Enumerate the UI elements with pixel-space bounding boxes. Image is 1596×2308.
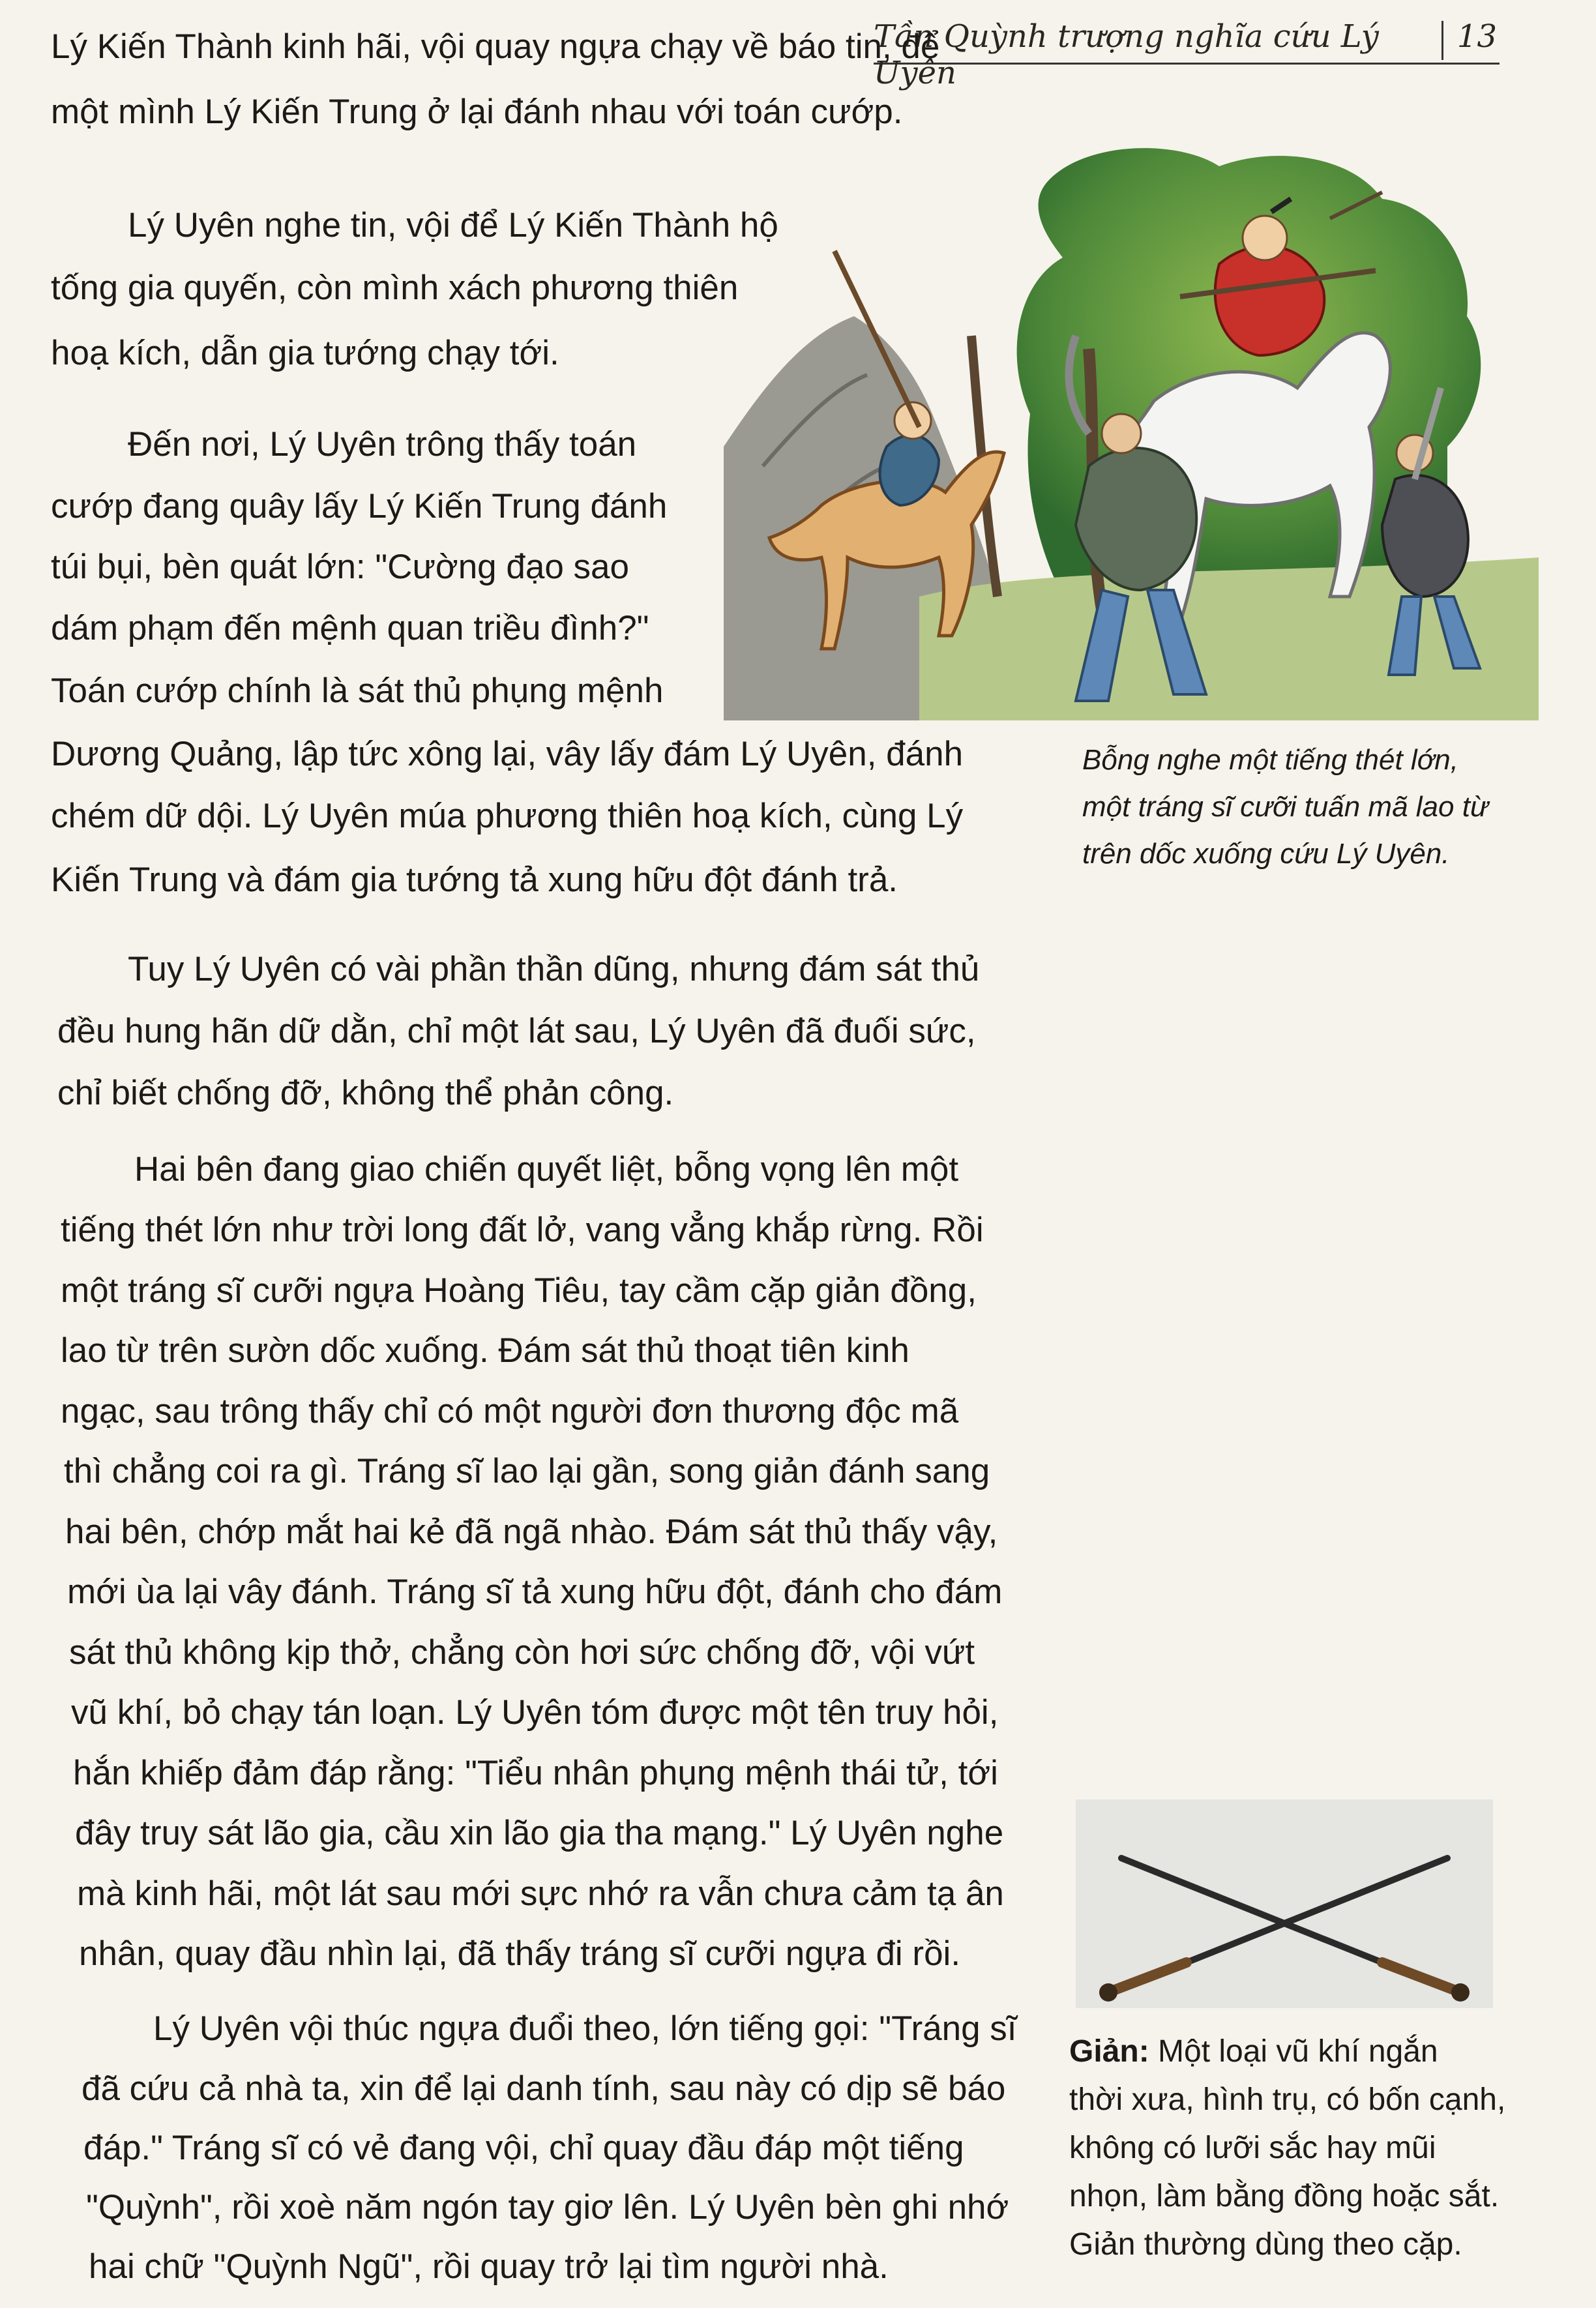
caption-line: trên dốc xuống cứu Lý Uyên. xyxy=(1082,838,1450,870)
text-line: cướp đang quây lấy Lý Kiến Trung đánh xyxy=(51,487,668,525)
gian-line: Giản thường dùng theo cặp. xyxy=(1069,2227,1462,2262)
text-line: sát thủ không kịp thở, chẳng còn hơi sức chống đỡ, vội vứt xyxy=(69,1633,975,1672)
gian-term: Giản: xyxy=(1069,2034,1149,2069)
text-line: nhân, quay đầu nhìn lại, đã thấy tráng sĩ cưỡi ngựa đi rồi. xyxy=(79,1934,961,1973)
text-line: Lý Kiến Thành kinh hãi, vội quay ngựa chạy về báo tin, để xyxy=(51,27,940,66)
text-line: dám phạm đến mệnh quan triều đình?" xyxy=(51,609,649,647)
text-line: vũ khí, bỏ chạy tán loạn. Lý Uyên tóm được một tên truy hỏi, xyxy=(71,1693,999,1732)
text-line: Lý Uyên nghe tin, vội để Lý Kiến Thành hộ xyxy=(128,206,778,244)
gian-line: nhọn, làm bằng đồng hoặc sắt. xyxy=(1069,2179,1500,2213)
caption-line: Bỗng nghe một tiếng thét lớn, xyxy=(1082,744,1458,776)
text-line: đều hung hãn dữ dằn, chỉ một lát sau, Lý Uyên đã đuối sức, xyxy=(57,1012,976,1050)
text-line: đã cứu cả nhà ta, xin để lại danh tính, sau này có dịp sẽ báo xyxy=(81,2069,1006,2108)
text-line: đáp." Tráng sĩ có vẻ đang vội, chỉ quay đầu đáp một tiếng xyxy=(83,2129,964,2167)
text-line: thì chẳng coi ra gì. Tráng sĩ lao lại gần, song giản đánh sang xyxy=(64,1452,990,1490)
running-header xyxy=(874,12,1500,91)
header-divider xyxy=(1441,21,1443,60)
text-line: hai bên, chớp mắt hai kẻ đã ngã nhào. Đám sát thủ thấy vậy, xyxy=(65,1513,998,1551)
text-line: chém dữ dội. Lý Uyên múa phương thiên hoạ kích, cùng Lý xyxy=(51,797,964,835)
text-line: hoạ kích, dẫn gia tướng chạy tới. xyxy=(51,334,559,372)
text-line: ngạc, sau trông thấy chỉ có một người đơn thương độc mã xyxy=(61,1392,959,1430)
text-line: Kiến Trung và đám gia tướng tả xung hữu đột đánh trả. xyxy=(51,861,898,899)
text-line: một mình Lý Kiến Trung ở lại đánh nhau với toán cướp. xyxy=(51,93,903,131)
gian-definition xyxy=(1069,2028,1539,2269)
text-line: mà kinh hãi, một lát sau mới sực nhớ ra vẫn chưa cảm tạ ân xyxy=(77,1874,1004,1913)
chapter-title: Tần Quỳnh trượng nghĩa cứu Lý Uyên xyxy=(874,18,1379,91)
gian-weapon-photo xyxy=(1076,1799,1493,2008)
text-line: tống gia quyến, còn mình xách phương thiên xyxy=(51,269,739,307)
battle-illustration xyxy=(724,140,1539,720)
text-line: đây truy sát lão gia, cầu xin lão gia tha mạng." Lý Uyên nghe xyxy=(75,1814,1004,1852)
gian-line: Một loại vũ khí ngắn xyxy=(1158,2034,1438,2069)
gian-line: thời xưa, hình trụ, có bốn cạnh, xyxy=(1069,2082,1506,2117)
text-line: hai chữ "Quỳnh Ngũ", rồi quay trở lại tìm người nhà. xyxy=(89,2247,889,2286)
gian-line: không có lưỡi sắc hay mũi xyxy=(1069,2131,1436,2165)
text-line: Toán cướp chính là sát thủ phụng mệnh xyxy=(51,672,664,710)
text-line: "Quỳnh", rồi xoè năm ngón tay giơ lên. Lý Uyên bèn ghi nhớ xyxy=(86,2188,1009,2227)
text-line: Tuy Lý Uyên có vài phần thần dũng, nhưng đám sát thủ xyxy=(128,950,980,988)
text-line: Đến nơi, Lý Uyên trông thấy toán xyxy=(128,425,637,464)
text-line: mới ùa lại vây đánh. Tráng sĩ tả xung hữu đột, đánh cho đám xyxy=(67,1573,1003,1611)
text-line: Hai bên đang giao chiến quyết liệt, bỗng vọng lên một xyxy=(134,1150,959,1189)
text-line: tiếng thét lớn như trời long đất lở, vang vẳng khắp rừng. Rồi xyxy=(61,1211,984,1249)
caption-line: một tráng sĩ cưỡi tuấn mã lao từ xyxy=(1082,791,1488,823)
text-line: túi bụi, bèn quát lớn: "Cường đạo sao xyxy=(51,548,629,586)
page-number: 13 xyxy=(1456,18,1497,55)
text-line: hắn khiếp đảm đáp rằng: "Tiểu nhân phụng mệnh thái tử, tới xyxy=(73,1754,998,1792)
text-line: một tráng sĩ cưỡi ngựa Hoàng Tiêu, tay cầm cặp giản đồng, xyxy=(61,1271,977,1310)
text-line: chỉ biết chống đỡ, không thể phản công. xyxy=(57,1074,674,1112)
text-line: Lý Uyên vội thúc ngựa đuổi theo, lớn tiếng gọi: "Tráng sĩ xyxy=(153,2009,1017,2048)
text-line: Dương Quảng, lập tức xông lại, vây lấy đám Lý Uyên, đánh xyxy=(51,735,964,773)
text-line: lao từ trên sườn dốc xuống. Đám sát thủ thoạt tiên kinh xyxy=(61,1331,909,1370)
illustration-caption xyxy=(1082,737,1488,878)
